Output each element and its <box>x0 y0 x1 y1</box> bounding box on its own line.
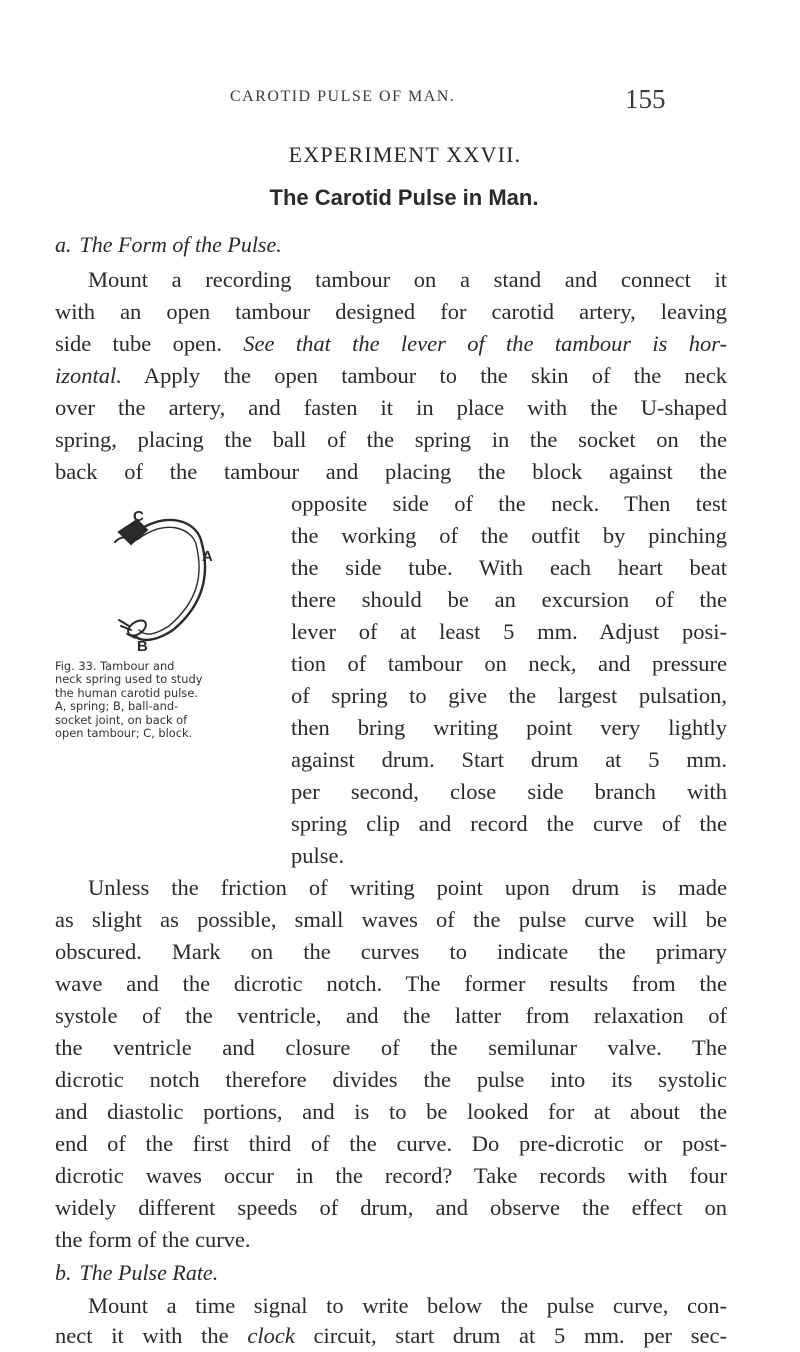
section-b-title: The Pulse Rate. <box>79 1260 219 1285</box>
running-title: CAROTID PULSE OF MAN. <box>230 88 456 105</box>
experiment-title: EXPERIMENT XXVII. <box>288 142 522 167</box>
figure-label-b: B <box>137 638 148 655</box>
text-line: opposite side of the neck. Then test <box>291 491 727 516</box>
italic-note: izontal. <box>55 363 122 388</box>
text-line: the ventricle and closure of the semilunar valve. The <box>55 1035 727 1060</box>
text-line: dicrotic notch therefore divides the pulse into its systolic <box>55 1067 727 1092</box>
tambour-spring-drawing <box>55 480 283 645</box>
text-line: widely different speeds of drum, and observe the effect on <box>55 1195 727 1220</box>
text-line: then bring writing point very lightly <box>291 715 727 740</box>
text-line: per second, close side branch with <box>291 779 727 804</box>
text-line: spring clip and record the curve of the <box>291 811 727 836</box>
caption-line: neck spring used to study <box>55 672 203 687</box>
figure-label-a: A <box>202 548 213 565</box>
text-line: as slight as possible, small waves of the pulse curve will be <box>55 907 727 932</box>
text-line: of spring to give the largest pulsation, <box>291 683 727 708</box>
section-b-heading <box>55 1260 218 1286</box>
caption-line: the human carotid pulse. <box>55 685 198 700</box>
text-run: side tube open. <box>55 331 222 356</box>
section-a-heading <box>55 232 282 258</box>
text-line: there should be an excursion of the <box>291 587 727 612</box>
text-line: systole of the ventricle, and the latter from relaxation of <box>55 1003 727 1028</box>
text-run: circuit, start drum at 5 mm. per sec- <box>294 1323 727 1348</box>
text-line: Mount a recording tambour on a stand and connect it <box>88 267 727 292</box>
section-a-letter: a. <box>55 232 72 257</box>
section-subtitle: The Carotid Pulse in Man. <box>269 185 539 210</box>
text-line: tion of tambour on neck, and pressure <box>291 651 727 676</box>
text-line: the side tube. With each heart beat <box>291 555 727 580</box>
text-line: the working of the outfit by pinching <box>291 523 727 548</box>
text-line: lever of at least 5 mm. Adjust posi- <box>291 619 727 644</box>
text-line: obscured. Mark on the curves to indicate the primary <box>55 939 727 964</box>
italic-term: clock <box>247 1323 295 1348</box>
text-line: dicrotic waves occur in the record? Take records with four <box>55 1163 727 1188</box>
section-a-title: The Form of the Pulse. <box>79 232 282 257</box>
text-line <box>55 328 727 360</box>
tambour-figure <box>55 480 283 655</box>
text-line: pulse. <box>291 843 345 868</box>
caption-line: A, spring; B, ball-and- <box>55 699 179 714</box>
text-line: over the artery, and fasten it in place with the U-shaped <box>55 395 727 420</box>
text-run: nect it with the <box>55 1323 248 1348</box>
text-line: wave and the dicrotic notch. The former results from the <box>55 971 727 996</box>
caption-line: Fig. 33. Tambour and <box>55 659 175 673</box>
text-line: and diastolic portions, and is to be looked for at about the <box>55 1099 727 1124</box>
caption-line: open tambour; C, block. <box>55 726 193 741</box>
italic-note: See that the lever of the tambour is hor- <box>243 331 728 356</box>
caption-line: socket joint, on back of <box>55 712 188 727</box>
text-line: back of the tambour and placing the block against the <box>55 459 727 484</box>
figure-caption <box>55 660 283 740</box>
text-line: spring, placing the ball of the spring in the socket on the <box>55 427 727 452</box>
text-line <box>55 360 727 392</box>
text-line: with an open tambour designed for carotid artery, leaving <box>55 299 727 324</box>
text-line: end of the first third of the curve. Do pre-dicrotic or post- <box>55 1131 727 1156</box>
figure-label-c: C <box>133 508 144 525</box>
page-number: 155 <box>625 84 666 114</box>
text-run: Apply the open tambour to the skin of the neck <box>143 363 727 388</box>
text-line: Mount a time signal to write below the pulse curve, con- <box>88 1293 727 1318</box>
text-line <box>55 1320 727 1352</box>
text-line: the form of the curve. <box>55 1227 251 1252</box>
text-line: Unless the friction of writing point upon drum is made <box>88 875 727 900</box>
text-line: against drum. Start drum at 5 mm. <box>291 747 727 772</box>
section-b-letter: b. <box>55 1260 72 1285</box>
